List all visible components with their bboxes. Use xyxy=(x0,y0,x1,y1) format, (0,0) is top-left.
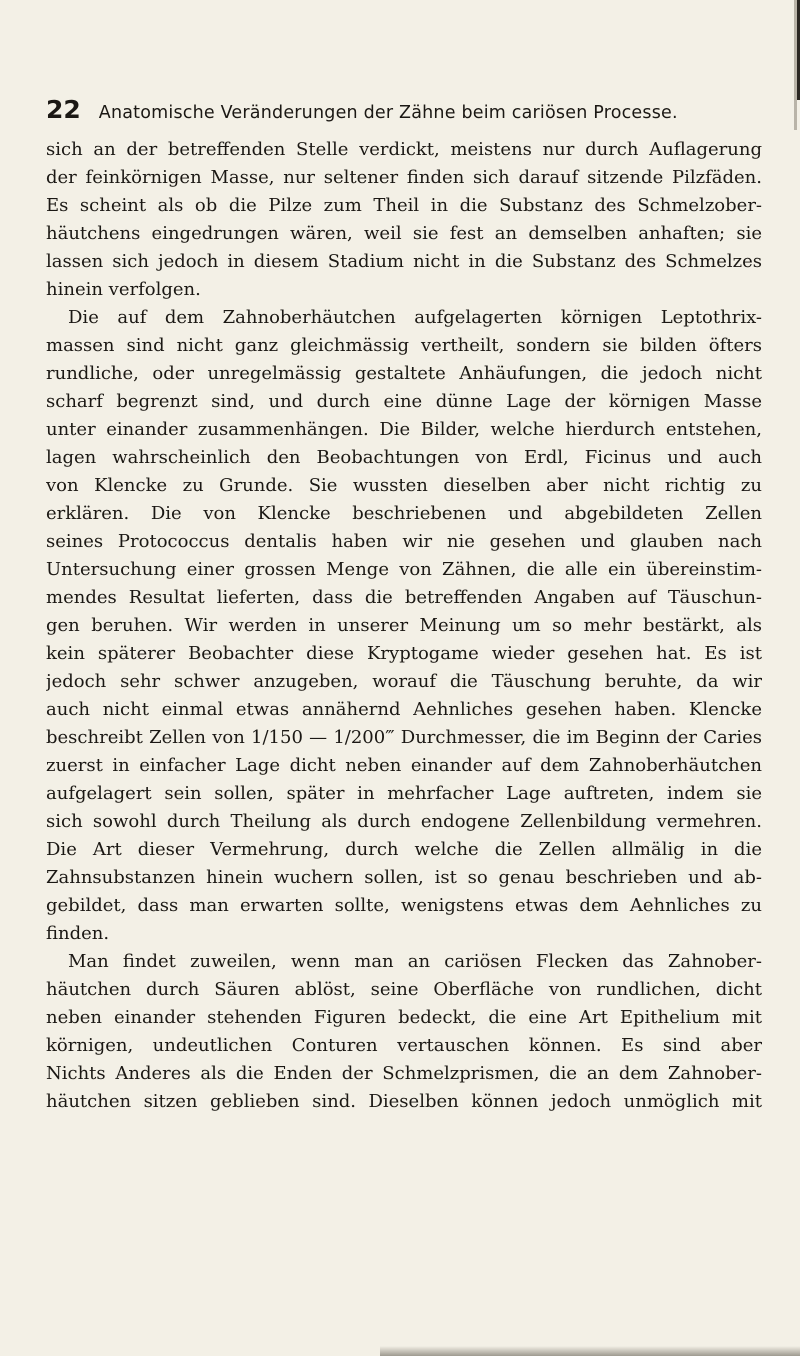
text-line: massen sind nicht ganz gleichmässig vertheilt, sondern sie bilden öfters xyxy=(46,335,762,356)
text-line: gen beruhen. Wir werden in unserer Meinung um so mehr bestärkt, als xyxy=(46,615,762,636)
text-line: hinein verfolgen. xyxy=(46,279,201,300)
text-line: lassen sich jedoch in diesem Stadium nicht in die Substanz des Schmelzes xyxy=(46,251,762,272)
text-line: Zahnsubstanzen hinein wuchern sollen, ist so genau beschrieben und ab- xyxy=(46,867,762,888)
page-edge-light xyxy=(794,0,797,130)
text-line: erklären. Die von Klencke beschriebenen und abgebildeten Zellen xyxy=(46,503,762,524)
text-line: beschreibt Zellen von 1/150 — 1/200‴ Durchmesser, die im Beginn der Caries xyxy=(46,727,762,748)
text-line: rundliche, oder unregelmässig gestaltete Anhäufungen, die jedoch nicht xyxy=(46,363,762,384)
text-line: auch nicht einmal etwas annähernd Aehnliches gesehen haben. Klencke xyxy=(46,699,762,720)
text-line: kein späterer Beobachter diese Kryptogame wieder gesehen hat. Es ist xyxy=(46,643,762,664)
text-line: häutchen durch Säuren ablöst, seine Oberfläche von rundlichen, dicht xyxy=(46,979,762,1000)
page-bottom-edge xyxy=(380,1346,800,1356)
text-line: aufgelagert sein sollen, später in mehrfacher Lage auftreten, indem sie xyxy=(46,783,762,804)
text-line: von Klencke zu Grunde. Sie wussten dieselben aber nicht richtig zu xyxy=(46,475,762,496)
page-number: 22 xyxy=(46,95,81,124)
text-line: seines Protococcus dentalis haben wir nie gesehen und glauben nach xyxy=(46,531,762,552)
text-line: mendes Resultat lieferten, dass die betreffenden Angaben auf Täuschun- xyxy=(46,587,762,608)
text-line: unter einander zusammenhängen. Die Bilder, welche hierdurch entstehen, xyxy=(46,419,762,440)
text-line: körnigen, undeutlichen Conturen vertauschen können. Es sind aber xyxy=(46,1035,762,1056)
text-line: häutchens eingedrungen wären, weil sie fest an demselben anhaften; sie xyxy=(46,223,762,244)
text-line: Man findet zuweilen, wenn man an cariösen Flecken das Zahnober- xyxy=(68,951,762,972)
text-line: lagen wahrscheinlich den Beobachtungen von Erdl, Ficinus und auch xyxy=(46,447,762,468)
text-line: sich an der betreffenden Stelle verdickt, meistens nur durch Auflagerung xyxy=(46,139,762,160)
text-line: finden. xyxy=(46,923,110,944)
text-line: jedoch sehr schwer anzugeben, worauf die Täuschung beruhte, da wir xyxy=(46,671,762,692)
text-line: scharf begrenzt sind, und durch eine dünne Lage der körnigen Masse xyxy=(46,391,762,412)
paragraph xyxy=(46,136,762,304)
paragraph xyxy=(46,304,762,948)
text-line: Die Art dieser Vermehrung, durch welche die Zellen allmälig in die xyxy=(46,839,762,860)
page-header xyxy=(46,95,766,135)
body-text xyxy=(46,136,762,1116)
running-title: Anatomische Veränderungen der Zähne beim cariösen Processe. xyxy=(98,103,678,123)
text-line: neben einander stehenden Figuren bedeckt, die eine Art Epithelium mit xyxy=(46,1007,762,1028)
text-line: gebildet, dass man erwarten sollte, wenigstens etwas dem Aehnliches zu xyxy=(46,895,762,916)
text-line: Untersuchung einer grossen Menge von Zähnen, die alle ein übereinstim- xyxy=(46,559,762,580)
text-line: häutchen sitzen geblieben sind. Dieselben können jedoch unmöglich mit xyxy=(46,1091,762,1112)
text-line: zuerst in einfacher Lage dicht neben einander auf dem Zahnoberhäutchen xyxy=(46,755,762,776)
text-line: sich sowohl durch Theilung als durch endogene Zellenbildung vermehren. xyxy=(46,811,762,832)
text-line: der feinkörnigen Masse, nur seltener finden sich darauf sitzende Pilzfäden. xyxy=(46,167,762,188)
paragraph xyxy=(46,948,762,1116)
text-line: Es scheint als ob die Pilze zum Theil in die Substanz des Schmelzober- xyxy=(46,195,762,216)
text-line: Nichts Anderes als die Enden der Schmelzprismen, die an dem Zahnober- xyxy=(46,1063,762,1084)
text-line: Die auf dem Zahnoberhäutchen aufgelagerten körnigen Leptothrix- xyxy=(68,307,762,328)
